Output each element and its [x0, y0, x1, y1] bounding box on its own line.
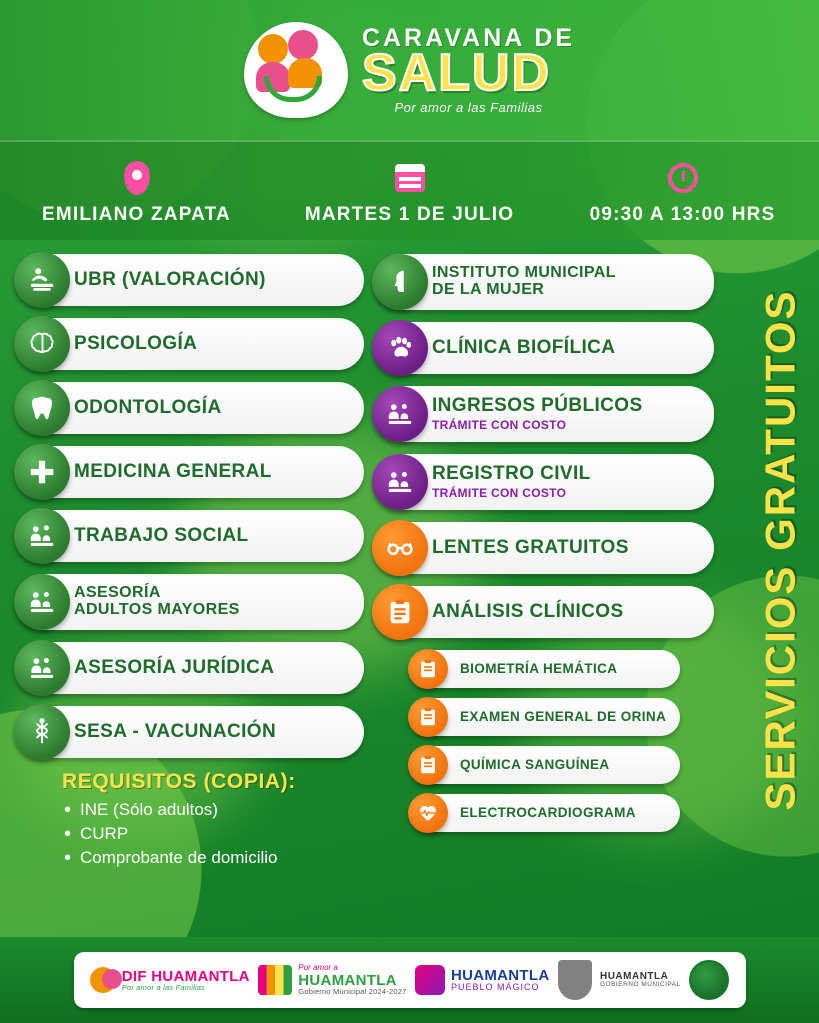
family-health-logo-icon: [244, 22, 348, 118]
brain-icon: [14, 316, 70, 372]
glasses-icon: [372, 520, 428, 576]
pueblo-magico-icon: [415, 965, 445, 995]
municipal-government-logo: [558, 958, 681, 1002]
service-item-analisis-clinicos[interactable]: [374, 586, 714, 638]
list-item: • CURP: [62, 824, 364, 844]
clipboard-icon: [372, 584, 428, 640]
event-info-bar: [0, 140, 819, 240]
caduceus-icon: [14, 704, 70, 760]
service-label: INGRESOS PÚBLICOS: [432, 395, 643, 417]
service-label-line2: ADULTOS MAYORES: [74, 601, 240, 618]
calendar-icon: [273, 156, 546, 200]
poster-header: [0, 0, 819, 140]
footer-logo-strip: [74, 952, 746, 1008]
municipal-seal-icon: [689, 960, 729, 1000]
services-column-right: [374, 254, 714, 872]
list-item: • Comprobante de domicilio: [62, 848, 364, 868]
service-label-with-note: [432, 396, 643, 432]
event-time: [546, 156, 819, 226]
requirements-list: [62, 800, 364, 868]
service-label: ODONTOLOGÍA: [74, 397, 222, 419]
services-content: [0, 240, 819, 872]
medical-cross-icon: [14, 444, 70, 500]
service-label: REGISTRO CIVIL: [432, 463, 591, 485]
service-item-psicologia[interactable]: [16, 318, 364, 370]
service-item-registro-civil[interactable]: [374, 454, 714, 510]
lab-test-label: QUÍMICA SANGUÍNEA: [460, 756, 610, 772]
service-note: TRÁMITE CON COSTO: [432, 417, 567, 432]
footer-logo-top: Por amor a: [298, 963, 338, 973]
event-date: [273, 156, 546, 226]
event-time-text: 09:30 A 13:00 HRS: [589, 204, 776, 225]
tooth-icon: [14, 380, 70, 436]
legal-advice-icon: [14, 640, 70, 696]
service-label: SESA - VACUNACIÓN: [74, 721, 277, 743]
footer-logo-main: HUAMANTLA: [450, 966, 550, 984]
requirements-title: REQUISITOS (COPIA):: [62, 770, 296, 793]
brand-line-1: CARAVANA DE: [361, 24, 576, 52]
coat-of-arms-icon: [558, 960, 592, 1000]
service-label-line1: ASESORÍA: [74, 584, 161, 602]
clipboard-icon: [408, 745, 448, 785]
brand-line-2: SALUD: [361, 44, 552, 102]
service-item-odontologia[interactable]: [16, 382, 364, 434]
service-label-line1: INSTITUTO MUNICIPAL: [432, 264, 616, 282]
lab-test-label: EXAMEN GENERAL DE ORINA: [460, 708, 667, 724]
clipboard-icon: [408, 649, 448, 689]
rehabilitation-icon: [14, 252, 70, 308]
municipal-seal-logo: [689, 958, 729, 1002]
service-label: TRABAJO SOCIAL: [74, 525, 249, 547]
huamantla-gobierno-logo: [258, 958, 406, 1002]
lab-test-quimica-sanguinea[interactable]: [412, 746, 680, 784]
dif-family-icon: [90, 967, 116, 993]
footer-logo-sub: Por amor a las Familias: [121, 982, 206, 992]
social-work-icon: [14, 508, 70, 564]
public-revenue-icon: [372, 386, 428, 442]
service-item-asesoria-juridica[interactable]: [16, 642, 364, 694]
poster-footer: [0, 937, 819, 1023]
service-item-clinica-biofilica[interactable]: [374, 322, 714, 374]
elderly-advice-icon: [14, 574, 70, 630]
dif-huamantla-logo: [90, 958, 250, 1002]
lab-test-biometria-hematica[interactable]: [412, 650, 680, 688]
footer-logo-main: DIF HUAMANTLA: [121, 967, 250, 985]
service-label: ASESORÍA JURÍDICA: [74, 657, 275, 679]
services-column-left: [16, 254, 364, 872]
footer-logo-sub: GOBIERNO MUNICIPAL: [599, 980, 681, 988]
brand-tagline: Por amor a las Familias: [394, 100, 543, 115]
lab-test-electrocardiograma[interactable]: [412, 794, 680, 832]
service-note: TRÁMITE CON COSTO: [432, 485, 567, 500]
service-item-lentes-gratuitos[interactable]: [374, 522, 714, 574]
brand-logo: [244, 22, 575, 118]
event-location: [0, 156, 273, 226]
requirements-block: [16, 770, 364, 868]
clock-icon: [546, 156, 819, 200]
list-item: • INE (Sólo adultos): [62, 800, 364, 820]
civil-registry-icon: [372, 454, 428, 510]
location-pin-icon: [0, 156, 273, 200]
service-label: ANÁLISIS CLÍNICOS: [432, 601, 624, 623]
pueblo-magico-logo: [415, 958, 550, 1002]
service-label-multiline: [432, 265, 616, 299]
lab-test-label: BIOMETRÍA HEMÁTICA: [460, 660, 618, 676]
services-side-label-text: SERVICIOS GRATUITOS: [757, 289, 804, 811]
event-date-text: MARTES 1 DE JULIO: [304, 204, 515, 225]
clipboard-icon: [408, 697, 448, 737]
service-label: MEDICINA GENERAL: [74, 461, 272, 483]
footer-logo-main: HUAMANTLA: [298, 971, 397, 989]
lab-test-label: ELECTROCARDIOGRAMA: [460, 804, 636, 820]
service-label-multiline: [74, 585, 240, 619]
footer-logo-sub: Gobierno Municipal 2024-2027: [298, 986, 407, 996]
service-item-sesa-vacunacion[interactable]: [16, 706, 364, 758]
service-item-trabajo-social[interactable]: [16, 510, 364, 562]
woman-profile-icon: [372, 254, 428, 310]
service-label-with-note: [432, 464, 591, 500]
service-item-instituto-mujer[interactable]: [374, 254, 714, 310]
footer-logo-sub: PUEBLO MÁGICO: [450, 982, 540, 993]
service-item-asesoria-adultos-mayores[interactable]: [16, 574, 364, 630]
service-label: LENTES GRATUITOS: [432, 537, 629, 559]
service-item-ubr[interactable]: [16, 254, 364, 306]
lab-test-examen-general-orina[interactable]: [412, 698, 680, 736]
service-label: UBR (VALORACIÓN): [74, 269, 266, 291]
service-label-line2: DE LA MUJER: [432, 281, 545, 298]
service-label: PSICOLOGÍA: [74, 333, 198, 355]
footer-logo-main: HUAMANTLA: [599, 970, 669, 982]
paw-icon: [372, 320, 428, 376]
service-item-ingresos-publicos[interactable]: [374, 386, 714, 442]
service-item-medicina-general[interactable]: [16, 446, 364, 498]
huamantla-gov-icon: [258, 965, 292, 995]
event-location-text: EMILIANO ZAPATA: [42, 204, 231, 225]
heartbeat-icon: [408, 793, 448, 833]
service-label: CLÍNICA BIOFÍLICA: [432, 337, 616, 359]
